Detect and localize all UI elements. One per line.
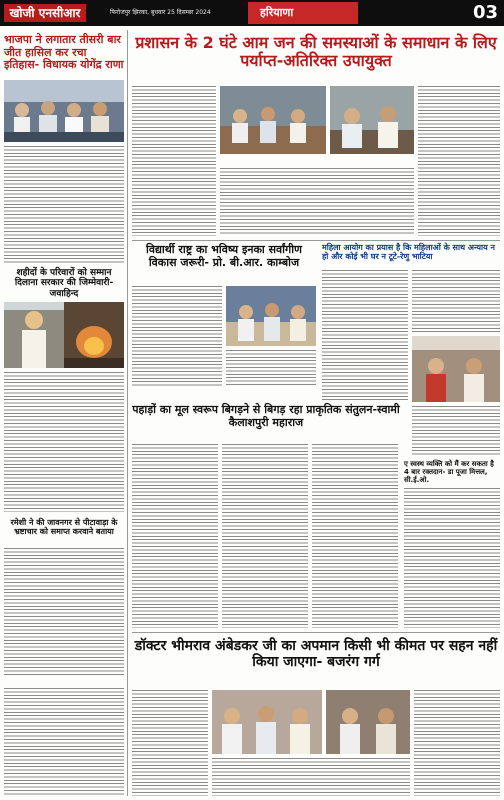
main-story-photo-2	[330, 86, 414, 154]
main-headline: प्रशासन के 2 घंटे आम जन की समस्याओं के समाधान के लिए पर्याप्त-अतिरिक्त उपायुक्त	[135, 33, 497, 71]
ambedkar-story-photo-1	[212, 690, 322, 754]
main-story-body-col1	[132, 86, 216, 236]
ambedkar-story-photo-2	[326, 690, 410, 754]
fund-story-headline: ए स्वस्थ व्यक्ति को मैं कर सकता है 4 बार रक्तदान- डा पूजा मित्तल, सी.ई.ओ.	[404, 460, 494, 485]
students-story-photo	[226, 286, 316, 346]
students-story-headline: विद्यार्थी राष्ट्र का भविष्य इनका सर्वांगीण विकास जरूरी- प्रो. बी.आर. काम्बोज	[145, 243, 303, 269]
martyrs-story-body	[4, 372, 124, 512]
ambedkar-story-body-mid	[212, 758, 410, 796]
women-story-photo	[412, 336, 500, 402]
ambedkar-story-headline: डॉक्टर भीमराव अंबेडकर जी का अपमान किसी भी कीमत पर सहन नहीं किया जाएगा- बजरंग गर्ग	[134, 638, 498, 671]
masthead-bar	[0, 0, 504, 26]
ambedkar-story-body-col4	[414, 690, 500, 796]
main-story-rule	[132, 240, 500, 241]
fund-story-body	[404, 488, 500, 628]
bjp-story-photo	[4, 80, 124, 142]
martyrs-story-photo-right	[64, 302, 124, 368]
mountains-story-body-col2	[222, 444, 308, 628]
women-story-body-col2	[412, 270, 500, 332]
women-story-headline: महिला आयोग का प्रयास है कि महिलाओं के साथ अन्याय न हो और कोई भी घर न टूटे-रेणु भाटिया	[322, 243, 495, 261]
newspaper-brand: खोजी एनसीआर	[4, 4, 86, 22]
main-story-body-mid	[220, 168, 414, 236]
dateline: फिरोजपुर झिरका, बुधवार 25 दिसम्बर 2024	[110, 9, 211, 16]
left-column-rule	[127, 30, 128, 796]
section-label: हरियाणा	[248, 2, 358, 24]
mountains-story-body-col1	[132, 444, 218, 628]
students-story-body-col2	[226, 350, 316, 386]
election-story-headline: रमेशी ने की जावनगर से पीटावाड़ा के भ्रष्टाचार को समाप्त करवाने बताया	[10, 518, 118, 537]
women-story-body-col1	[322, 270, 408, 400]
election-story-body	[4, 548, 124, 676]
martyrs-story-headline: शहीदों के परिवारों को सम्मान दिलाना सरकार की जिम्मेवारी- जवाहिन्द	[14, 268, 114, 299]
ambedkar-story-body-col1	[132, 690, 208, 796]
main-story-body-col4	[418, 86, 500, 236]
mountains-story-headline: पहाड़ों का मूल स्वरूप बिगड़ने से बिगड़ रहा प्राकृतिक संतुलन-स्वामी कैलाशपुरी महाराज	[132, 403, 400, 429]
women-story-body-col3	[412, 406, 500, 456]
bjp-story-headline: भाजपा ने लगातार तीसरी बार जीत हासिल कर रचा इतिहास- विधायक योगेंद्र राणा	[4, 33, 124, 72]
bjp-story-body	[4, 146, 124, 264]
ambedkar-story-rule	[132, 632, 500, 633]
martyrs-story-photo-left	[4, 302, 64, 368]
left-bottom-brief	[4, 688, 124, 796]
main-story-photo-1	[220, 86, 326, 154]
page-number: 03	[472, 2, 498, 23]
mountains-story-body-col3	[312, 444, 398, 628]
students-story-body-col1	[132, 286, 222, 386]
